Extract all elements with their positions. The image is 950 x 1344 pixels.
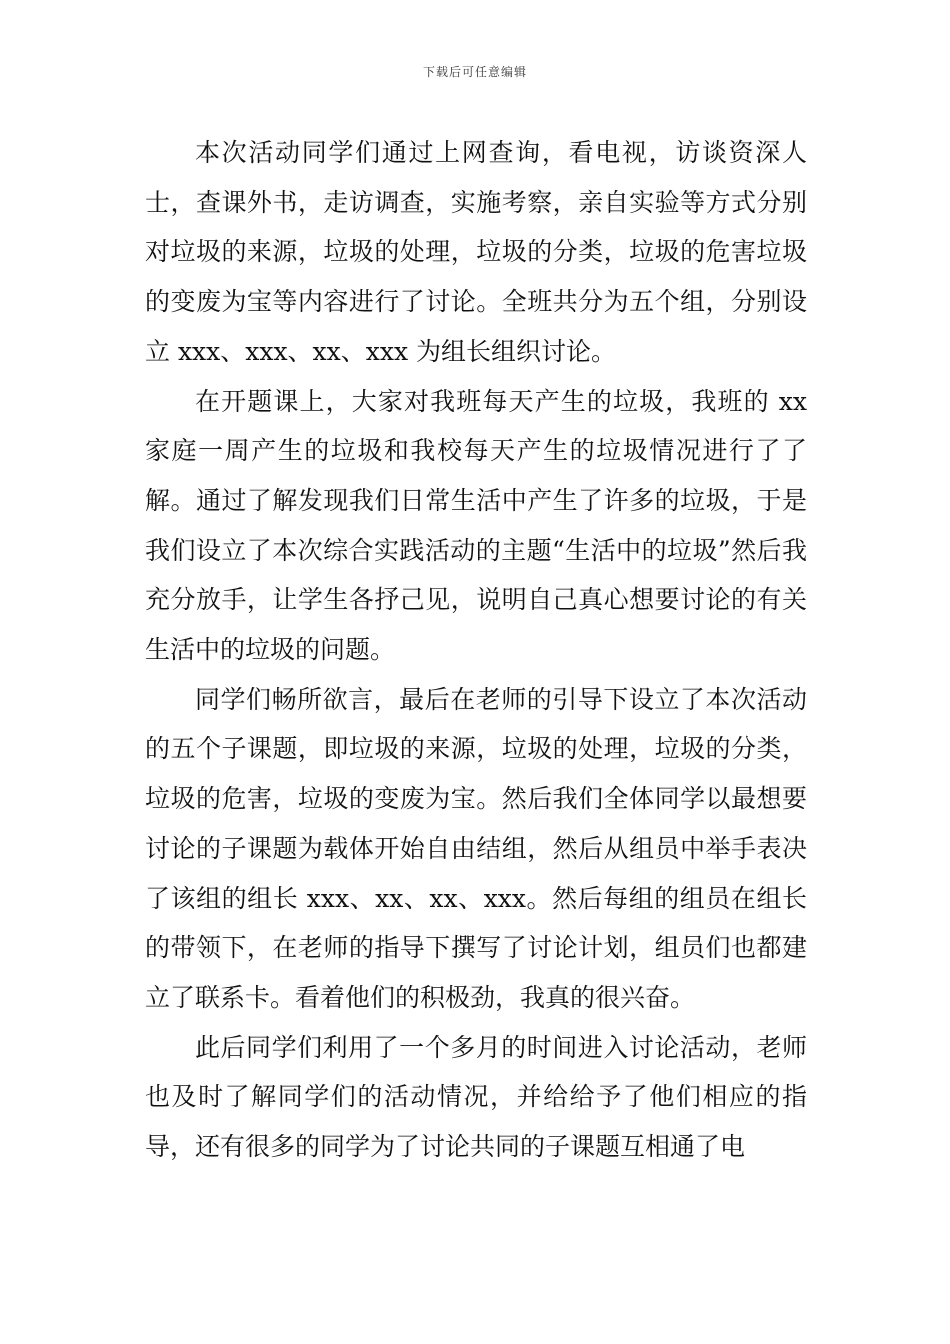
paragraph-2: 在开题课上，大家对我班每天产生的垃圾，我班的 xx 家庭一周产生的垃圾和我校每天产生的垃圾情况进行了了解。通过了解发现我们日常生活中产生了许多的垃圾，于是我们设立了本次综合实践活动的主题“生活中的垃圾”然后我充分放手，让学生各抒己见，说明自己真心想要讨论的有关生活中的垃圾的问题。	[145, 386, 807, 665]
paragraph-3: 同学们畅所欲言，最后在老师的引导下设立了本次活动的五个子课题，即垃圾的来源，垃圾的处理，垃圾的分类，垃圾的危害，垃圾的变废为宝。然后我们全体同学以最想要讨论的子课题为载体开始自由结组，然后从组员中举手表决了该组的组长 xxx、xx、xx、xxx。然后每组的组员在组长的带领下，在老师的指导下撰写了讨论计划，组员们也都建立了联系卡。看着他们的积极劲，我真的很兴奋。	[145, 684, 807, 1012]
paragraph-4: 此后同学们利用了一个多月的时间进入讨论活动，老师也及时了解同学们的活动情况，并给给予了他们相应的指导，还有很多的同学为了讨论共同的子课题互相通了电	[145, 1032, 807, 1162]
page-header: 下载后可任意编辑	[422, 65, 527, 79]
paragraph-1: 本次活动同学们通过上网查询，看电视，访谈资深人士，查课外书，走访调查，实施考察，亲自实验等方式分别对垃圾的来源，垃圾的处理，垃圾的分类，垃圾的危害垃圾的变废为宝等内容进行了讨论。全班共分为五个组，分别设立 xxx、xxx、xx、xxx 为组长组织讨论。	[145, 138, 807, 366]
document-body	[145, 128, 807, 1172]
